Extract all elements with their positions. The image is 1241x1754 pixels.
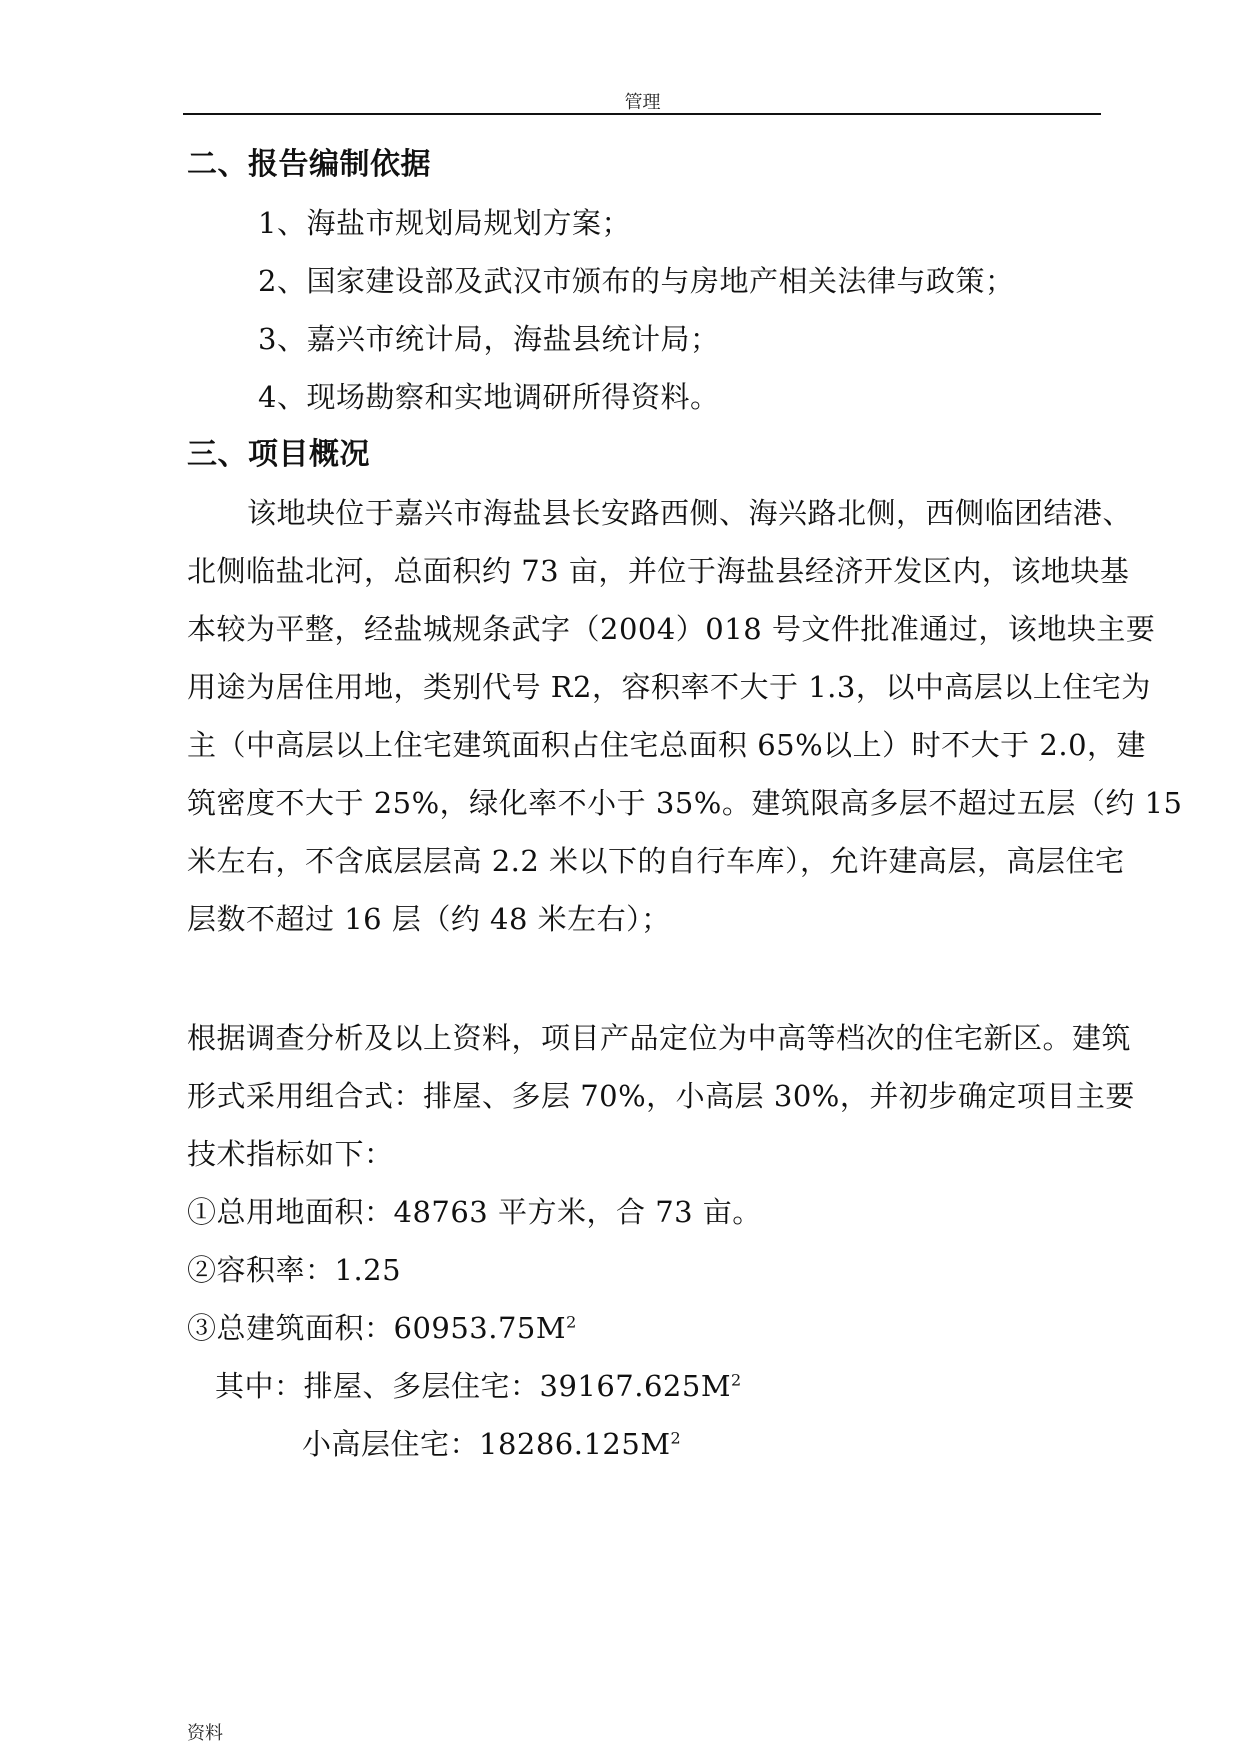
superscript-square: 2	[566, 1312, 577, 1332]
indicator-rowhouse-area	[215, 1368, 742, 1404]
basis-item-1: 1、海盐市规划局规划方案；	[258, 206, 631, 240]
overview-line-5: 主（中高层以上住宅建筑面积占住宅总面积 65%以上）时不大于 2.0，建	[187, 728, 1147, 762]
header-divider	[183, 113, 1101, 115]
basis-item-2: 2、国家建设部及武汉市颁布的与房地产相关法律与政策；	[258, 264, 1015, 298]
indicator-plot-ratio: ②容积率：1.25	[187, 1253, 402, 1287]
page-header-title: 管理	[624, 92, 661, 113]
superscript-square: 2	[670, 1428, 682, 1448]
section-heading-basis: 二、报告编制依据	[187, 147, 431, 182]
overview-line-8: 层数不超过 16 层（约 48 米左右）；	[187, 902, 671, 936]
total-area-text: ③总建筑面积：60953.75M	[187, 1311, 567, 1345]
section-heading-overview: 三、项目概况	[187, 437, 370, 472]
rowhouse-area-text: 其中：排屋、多层住宅：39167.625M	[215, 1369, 732, 1403]
overview-line-1: 该地块位于嘉兴市海盐县长安路西侧、海兴路北侧，西侧临团结港、	[247, 496, 1133, 530]
indicator-small-highrise-area	[302, 1426, 681, 1462]
positioning-line-1: 根据调查分析及以上资料，项目产品定位为中高等档次的住宅新区。建筑	[187, 1021, 1132, 1055]
basis-item-4: 4、现场勘察和实地调研所得资料。	[258, 380, 720, 414]
superscript-square: 2	[731, 1370, 742, 1390]
overview-line-3: 本较为平整，经盐城规条武字（2004）018 号文件批准通过，该地块主要	[187, 612, 1156, 646]
indicator-land-area: ①总用地面积：48763 平方米，合 73 亩。	[187, 1195, 762, 1229]
page-footer-text: 资料	[187, 1723, 223, 1744]
overview-line-6: 筑密度不大于 25%，绿化率不小于 35%。建筑限高多层不超过五层（约 15	[187, 786, 1183, 820]
overview-line-4: 用途为居住用地，类别代号 R2，容积率不大于 1.3，以中高层以上住宅为	[187, 670, 1151, 704]
basis-item-3: 3、嘉兴市统计局，海盐县统计局；	[258, 322, 720, 356]
positioning-line-3: 技术指标如下：	[187, 1137, 394, 1171]
positioning-line-2: 形式采用组合式：排屋、多层 70%，小高层 30%，并初步确定项目主要	[187, 1079, 1135, 1113]
indicator-total-area	[187, 1310, 577, 1346]
small-highrise-area-text: 小高层住宅：18286.125M	[302, 1427, 671, 1461]
overview-line-7: 米左右，不含底层层高 2.2 米以下的自行车库），允许建高层，高层住宅	[187, 844, 1125, 878]
overview-line-2: 北侧临盐北河，总面积约 73 亩，并位于海盐县经济开发区内，该地块基	[187, 554, 1130, 588]
